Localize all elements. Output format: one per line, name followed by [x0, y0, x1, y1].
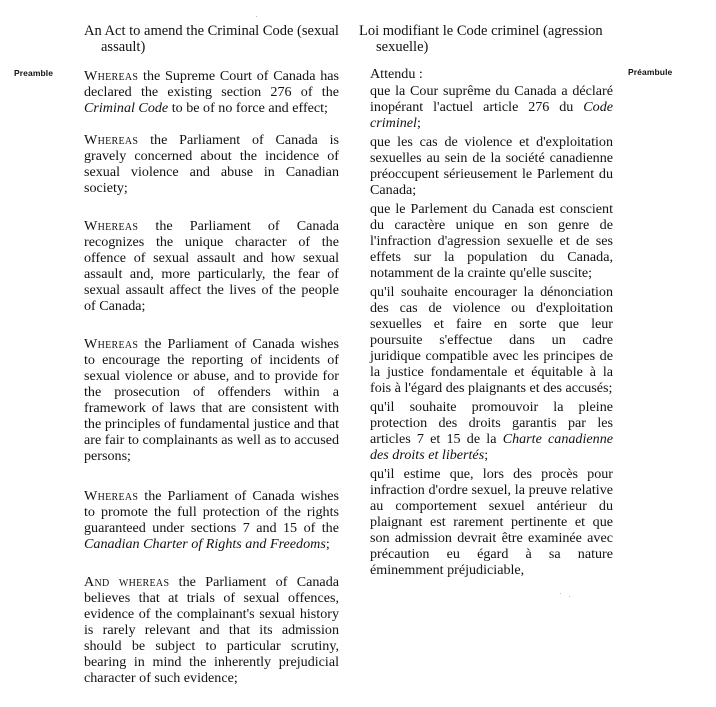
english-margin-note: Preamble	[14, 68, 54, 78]
attendu-heading: Attendu :	[370, 66, 423, 82]
french-title-line-1: Loi modifiant le Code criminel (agression	[359, 23, 603, 39]
recital-text-end: ;	[484, 447, 489, 463]
english-recital-5	[84, 488, 339, 552]
recital-text: the Parliament of Canada is gravely concerned about the incidence of sexual violence and abuse in Canadian society;	[84, 132, 339, 196]
french-recital-1	[370, 83, 613, 131]
french-margin-note: Préambule	[628, 67, 673, 77]
french-recital-5	[370, 399, 613, 463]
recital-text: que les cas de violence et d'exploitation sexuelles au sein de la société canadienne préoccupent sérieusement le Parlement du Canada;	[370, 134, 613, 198]
french-recital-6	[370, 466, 613, 578]
french-recital-3	[370, 201, 613, 281]
recital-text: que la Cour suprême du Canada a déclaré inopérant l'actuel article 276 du	[370, 83, 613, 115]
and-keyword: And	[84, 574, 110, 590]
french-recital-2	[370, 134, 613, 198]
recital-text: the Supreme Court of Canada has declared the existing section 276 of the	[84, 68, 339, 100]
whereas-keyword: Whereas	[84, 218, 139, 234]
english-recital-4	[84, 336, 339, 464]
recital-italic-text: Canadian Charter of Rights and Freedoms	[84, 536, 326, 552]
recital-text-end: ;	[325, 536, 330, 552]
whereas-keyword: Whereas	[84, 132, 139, 148]
whereas-keyword: Whereas	[84, 68, 139, 84]
english-recital-1	[84, 68, 339, 116]
recital-italic-text: Code criminel	[370, 99, 613, 131]
english-preamble-column	[84, 68, 339, 702]
recital-italic-text: Charte canadienne des droits et libertés	[370, 431, 614, 463]
whereas-keyword: whereas	[118, 574, 170, 590]
french-recital-4	[370, 284, 613, 396]
recital-text: qu'il souhaite promouvoir la pleine protection des droits garantis par les articles 7 et 15 de la	[370, 399, 613, 447]
recital-text: the Parliament of Canada believes that at trials of sexual offences, evidence of the complainant's sexual history is rarely relevant and that its admission should be subject to particular scrutiny, bearing in mind the inherently prejudicial character of such evidence;	[84, 574, 339, 686]
whereas-keyword: Whereas	[84, 488, 139, 504]
english-recital-2	[84, 132, 339, 196]
english-recital-6	[84, 574, 339, 686]
english-title-line-1: An Act to amend the Criminal Code (sexual	[84, 23, 339, 39]
english-act-title	[84, 23, 354, 55]
whereas-keyword: Whereas	[84, 336, 139, 352]
recital-text: que le Parlement du Canada est conscient du caractère unique en son genre de l'infraction d'agression sexuelle et de ses effets sur la population du Canada, notamment de la crainte qu'elle suscite;	[370, 201, 613, 281]
french-preamble-column	[370, 66, 613, 581]
french-act-title	[359, 23, 629, 55]
english-recital-3	[84, 218, 339, 314]
recital-text: qu'il souhaite encourager la dénonciation des cas de violence ou d'exploitation sexuelles et faire en sorte que leur poursuite s'effectue dans un cadre juridique compatible avec les principes de la justice fondamentale et équitable à la fois à l'égard des plaignants et des accusés;	[370, 284, 613, 396]
scan-speck	[569, 596, 570, 597]
recital-text-end: ;	[416, 115, 421, 131]
recital-text: the Parliament of Canada recognizes the unique character of the offence of sexual assault and how sexual assault and, more particularly, the fear of sexual assault affect the lives of the people of Canada;	[84, 218, 339, 314]
french-title-line-2: sexuelle)	[376, 39, 429, 55]
recital-text: the Parliament of Canada wishes to encourage the reporting of incidents of sexual violence or abuse, and to provide for the prosecution of offenders within a framework of laws that are consistent with the principles of fundamental justice and that are fair to complainants as well as to accused persons;	[84, 336, 339, 464]
recital-text: the Parliament of Canada wishes to promote the full protection of the rights guaranteed under sections 7 and 15 of the	[84, 488, 339, 536]
recital-text-end: to be of no force and effect;	[168, 100, 328, 116]
recital-text: qu'il estime que, lors des procès pour infraction d'ordre sexuel, la preuve relative au comportement sexuel antérieur du plaignant est rarement pertinente et que son admission devrait être examinée avec précaution eu égard à sa nature éminemment préjudiciable,	[370, 466, 613, 578]
scan-speck	[256, 16, 257, 17]
recital-italic-text: Criminal Code	[84, 100, 169, 116]
scan-speck	[560, 593, 561, 594]
english-title-line-2: assault)	[101, 39, 146, 55]
